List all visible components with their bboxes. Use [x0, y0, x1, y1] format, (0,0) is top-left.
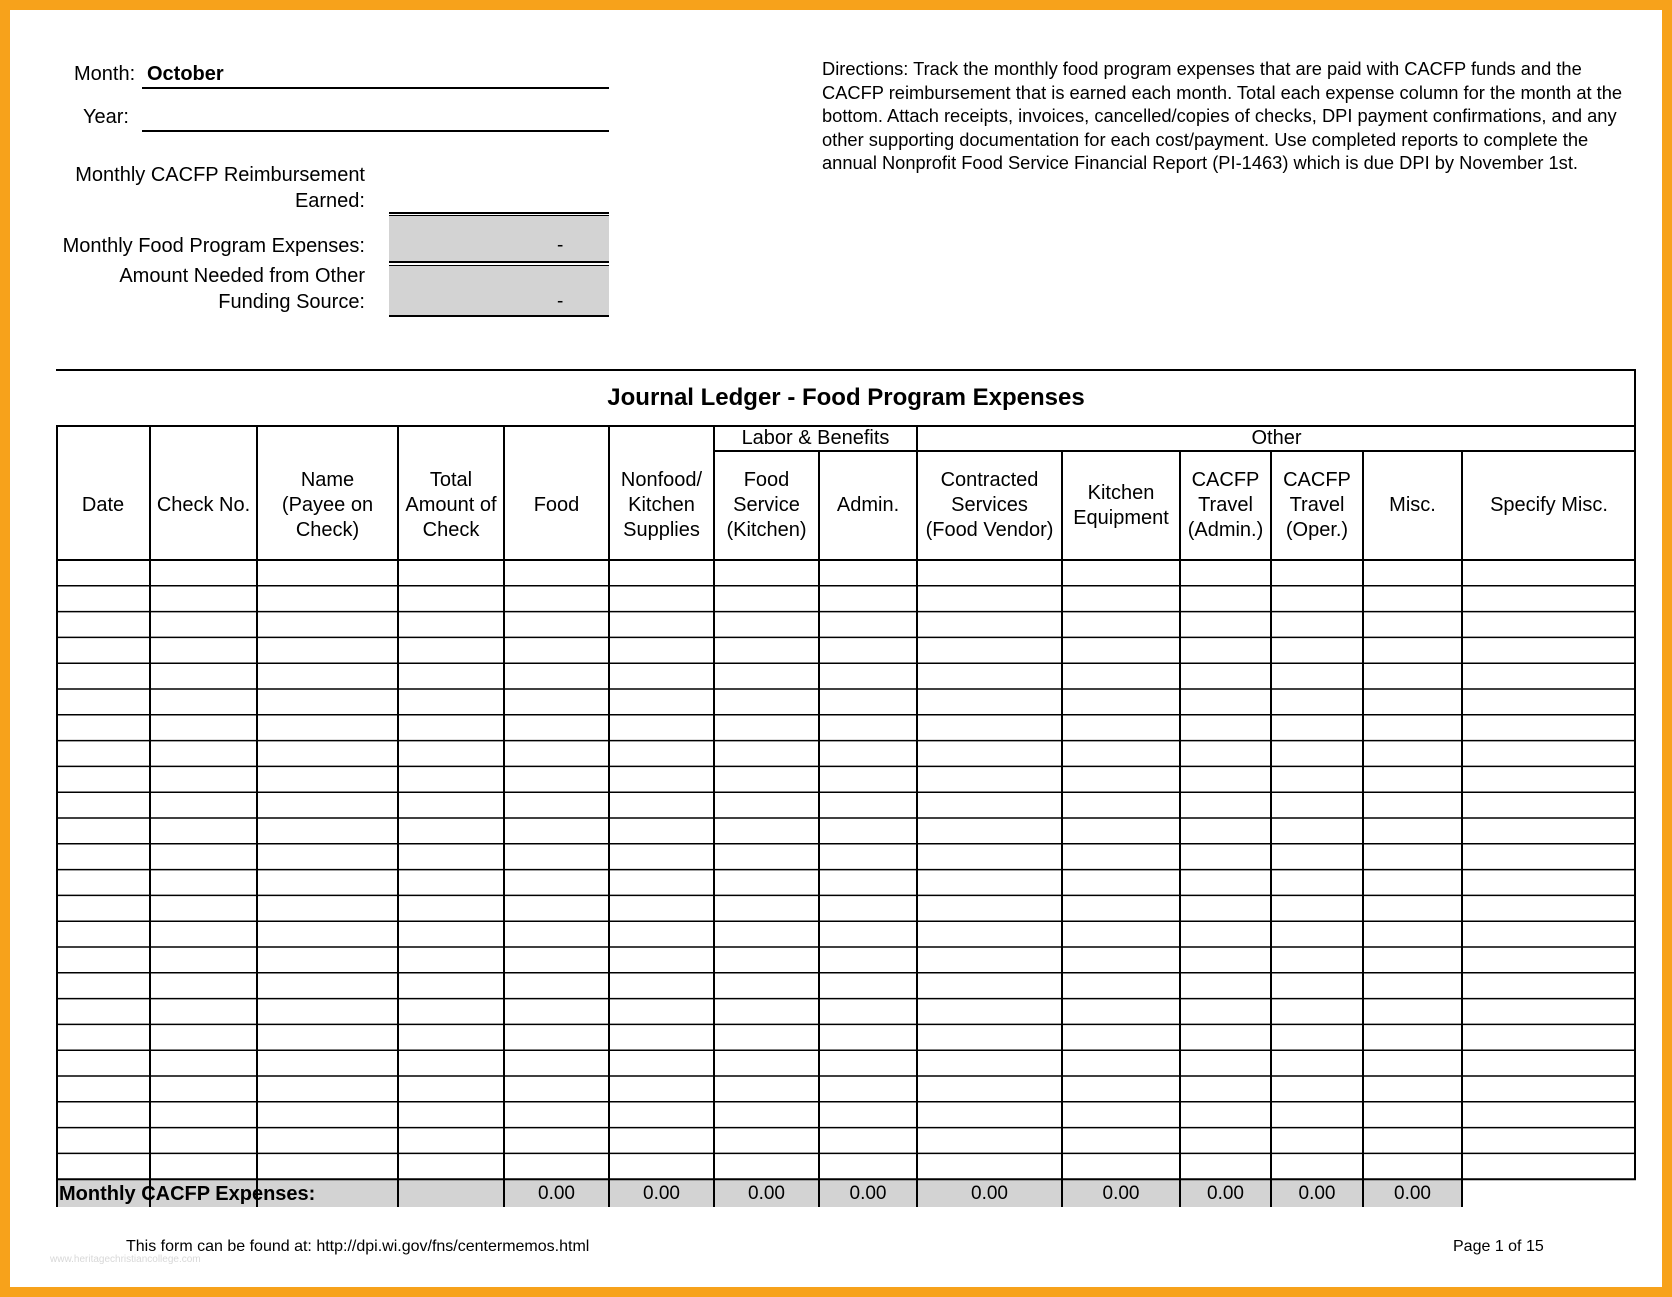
reimbursement-label-line1: Monthly CACFP Reimbursement: [75, 164, 365, 186]
column-header-4: Total Amount of Check: [405, 468, 497, 541]
month-label: Month:: [74, 63, 136, 85]
total-value-9: 0.00: [1394, 1183, 1431, 1205]
table-row[interactable]: [56, 973, 1636, 999]
table-row[interactable]: [56, 612, 1636, 638]
expenses-label: Monthly Food Program Expenses:: [62, 235, 365, 257]
total-value-6: 0.00: [1102, 1183, 1140, 1205]
other-funding-label-line2: Funding Source:: [218, 291, 365, 313]
totals-blank-shade: [398, 1179, 504, 1207]
other-funding-label-line1: Amount Needed from Other: [119, 265, 365, 287]
table-row[interactable]: [56, 766, 1636, 792]
table-row[interactable]: [56, 844, 1636, 870]
total-value-2: 0.00: [643, 1183, 680, 1205]
column-header-10: Kitchen Equipment: [1073, 481, 1169, 529]
table-row[interactable]: [56, 1024, 1636, 1050]
table-row[interactable]: [56, 921, 1636, 947]
totals-label: Monthly CACFP Expenses:: [59, 1182, 316, 1205]
table-row[interactable]: [56, 715, 1636, 741]
journal-ledger: [56, 369, 1636, 1207]
reimbursement-label-line2: Earned:: [294, 190, 365, 212]
month-underline: [142, 87, 609, 89]
ledger-title: Journal Ledger - Food Program Expenses: [607, 384, 1085, 411]
table-row[interactable]: [56, 689, 1636, 715]
column-header-14: Specify Misc.: [1490, 494, 1608, 516]
table-row[interactable]: [56, 870, 1636, 896]
table-row[interactable]: [56, 663, 1636, 689]
total-value-3: 0.00: [748, 1183, 785, 1205]
column-header-2: Check No.: [156, 493, 251, 516]
total-value-4: 0.00: [849, 1183, 887, 1205]
other-funding-field: [389, 265, 609, 317]
column-header-11: CACFP Travel (Admin.): [1187, 469, 1264, 541]
table-row[interactable]: [56, 1102, 1636, 1128]
month-value[interactable]: October: [147, 63, 224, 85]
reimbursement-field[interactable]: [389, 212, 609, 214]
total-value-7: 0.00: [1207, 1183, 1244, 1205]
group-header-labor-benefits: Labor & Benefits: [741, 427, 890, 449]
column-header-9: Contracted Services (Food Vendor): [925, 469, 1054, 541]
table-row[interactable]: [56, 818, 1636, 844]
total-value-5: 0.00: [971, 1183, 1008, 1205]
table-row[interactable]: [56, 560, 1636, 586]
table-row[interactable]: [56, 895, 1636, 921]
column-header-3: Name (Payee on Check): [281, 468, 374, 541]
column-header-12: CACFP Travel (Oper.): [1283, 469, 1351, 541]
column-header-5: Food: [533, 493, 580, 516]
table-row[interactable]: [56, 586, 1636, 612]
expenses-value: -: [557, 235, 564, 256]
column-header-7: Food Service (Kitchen): [726, 469, 807, 541]
footer-page-number: Page 1 of 15: [1453, 1238, 1544, 1255]
table-row[interactable]: [56, 1076, 1636, 1102]
column-header-1: Date: [81, 493, 125, 516]
column-header-8: Admin.: [836, 494, 900, 516]
column-header-13: Misc.: [1389, 494, 1436, 516]
group-header-other: Other: [1251, 427, 1302, 449]
table-row[interactable]: [56, 1153, 1636, 1179]
column-header-6: Nonfood/ Kitchen Supplies: [620, 468, 703, 541]
expenses-field: [389, 215, 609, 263]
year-label: Year:: [83, 106, 129, 128]
total-value-1: 0.00: [538, 1183, 575, 1205]
table-row[interactable]: [56, 741, 1636, 767]
other-funding-value: -: [557, 291, 564, 312]
year-underline: [142, 130, 609, 132]
table-row[interactable]: [56, 999, 1636, 1025]
table-row[interactable]: [56, 1128, 1636, 1154]
table-row[interactable]: [56, 1050, 1636, 1076]
watermark: www.heritagechristiancollege.com: [50, 1254, 201, 1265]
table-row[interactable]: [56, 792, 1636, 818]
total-value-8: 0.00: [1298, 1183, 1336, 1205]
table-row[interactable]: [56, 947, 1636, 973]
directions-text: Directions: Track the monthly food program expenses that are paid with CACFP funds and the CACFP reimbursement that is earned each month. Total each expense column for the month at the bottom. Attach receipts, invoices, cancelled/copies of checks, DPI payment confirmations, and any other supporting documentation for each cost/payment. Use completed reports to complete the annual Nonprofit Food Service Financial Report (PI-1463) which is due DPI by November 1st.: [822, 58, 1623, 173]
table-row[interactable]: [56, 637, 1636, 663]
footer-url[interactable]: This form can be found at: http://dpi.wi.gov/fns/centermemos.html: [126, 1238, 590, 1255]
